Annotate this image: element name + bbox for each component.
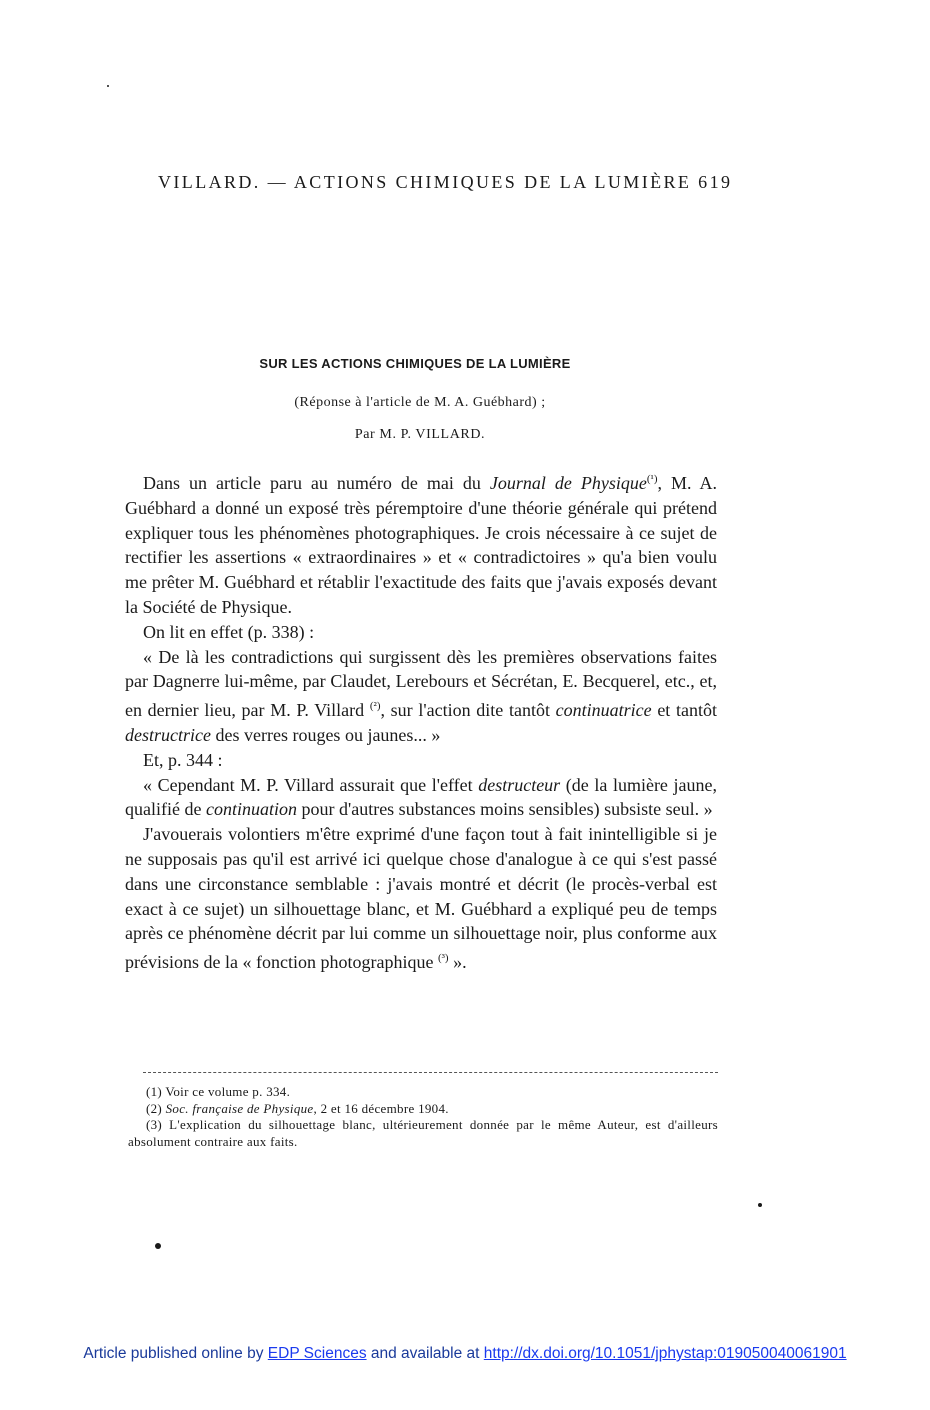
p3-text-a: « De là les contradictions qui surgissent dès les premières observations faites par Dagnerre lui-même, par Claudet, Lerebours et Sécrétan, E. Becquerel, etc., et, en dernier lieu, par M. P. Villard [125, 646, 717, 721]
article-title [0, 356, 930, 371]
footnote-2-italic: Soc. française de Physique [165, 1100, 314, 1116]
doi-link[interactable]: http://dx.doi.org/10.1051/jphystap:019050040061901 [483, 1345, 847, 1362]
article-title-text: SUR LES ACTIONS CHIMIQUES DE LA LUMIÈRE [259, 356, 571, 371]
paragraph-4: Et, p. 344 : [143, 749, 223, 770]
paragraph-1 [125, 467, 717, 620]
p5-text-c: pour d'autres substances moins sensibles) subsiste seul. » [296, 799, 713, 820]
footnote-1: (1) Voir ce volume p. 334. [146, 1084, 291, 1099]
p5-italic-2: continuation [205, 799, 297, 820]
p1-text-a: Dans un article paru au numéro de mai du [143, 473, 490, 493]
speck-dot-3 [107, 85, 109, 87]
speck-dot-2 [155, 1243, 161, 1249]
article-subtitle-text: (Réponse à l'article de M. A. Guébhard) ; [294, 395, 546, 410]
p3-italic-2: destructrice [125, 724, 211, 745]
footnote-2-number: (2) [146, 1100, 166, 1116]
article-author [0, 427, 930, 443]
footnote-2-rest: , 2 et 16 décembre 1904. [313, 1100, 449, 1116]
p3-text-d: des verres rouges ou jaunes... » [210, 724, 441, 745]
footer-middle: and available at [366, 1345, 484, 1362]
publisher-footer [0, 1345, 930, 1363]
quote-2 [125, 773, 717, 823]
article-body [125, 467, 717, 975]
p3-text-c: et tantôt [651, 700, 717, 721]
p5-text-b: (de la lumière jaune, qualifié de [125, 774, 717, 820]
p1-text-b: , M. A. Guébhard a donné un exposé très péremptoire d'une théorie générale qui prétend expliquer tous les phénomènes photographiques. Je crois nécessaire à ce sujet de rectifier les assertions « extraordinaires » et « contradictoires » qu'a bien voulu me prêter M. Guébhard et rétablir l'exactitude des faits que j'avais exposés devant la Société de Physique. [125, 473, 717, 617]
p5-italic-1: destructeur [478, 774, 561, 795]
running-head: VILLARD. — ACTIONS CHIMIQUES DE LA LUMIÈRE 619 [158, 172, 733, 192]
footnote-2 [128, 1101, 718, 1118]
footer-prefix: Article published online by [83, 1345, 268, 1362]
article-subtitle [0, 395, 930, 411]
footnote-ref-3: (³) [437, 952, 449, 965]
footnotes [128, 1084, 718, 1150]
p5-text-a: « Cependant M. P. Villard assurait que l'effet [143, 774, 479, 795]
footnote-ref-1: (¹) [646, 473, 658, 485]
p6-text-b: ». [448, 952, 467, 973]
paragraph-2: On lit en effet (p. 338) : [143, 621, 315, 642]
p3-italic-1: continuatrice [555, 700, 652, 721]
paragraph-6 [125, 822, 717, 975]
p3-text-b: , sur l'action dite tantôt [380, 700, 556, 721]
p6-text-a: J'avouerais volontiers m'être exprimé d'une façon tout à fait inintelligible si je ne supposais pas qu'il est arrivé ici quelque chose d'analogue à ce qui s'est passé dans une circonstance semblable : j'avais montré et décrit (le procès-verbal est exact à ce sujet) un silhouettage blanc, et M. Guébhard a expliqué peu de temps après ce phénomène décrit par lui comme un silhouettage noir, plus conforme aux prévisions de la « fonction photographique [125, 824, 717, 973]
footnote-ref-2: (²) [369, 700, 381, 713]
speck-dot-1 [758, 1203, 762, 1207]
footnote-rule [143, 1072, 718, 1073]
article-author-text: Par M. P. VILLARD. [354, 427, 486, 442]
publisher-link[interactable]: EDP Sciences [267, 1345, 367, 1362]
footnote-3: (3) L'explication du silhouettage blanc, ultérieurement donnée par le même Auteur, est d'ailleurs absolument contraire aux faits. [128, 1117, 718, 1149]
journal-name: Journal de Physique [489, 473, 647, 493]
quote-1 [125, 645, 717, 748]
